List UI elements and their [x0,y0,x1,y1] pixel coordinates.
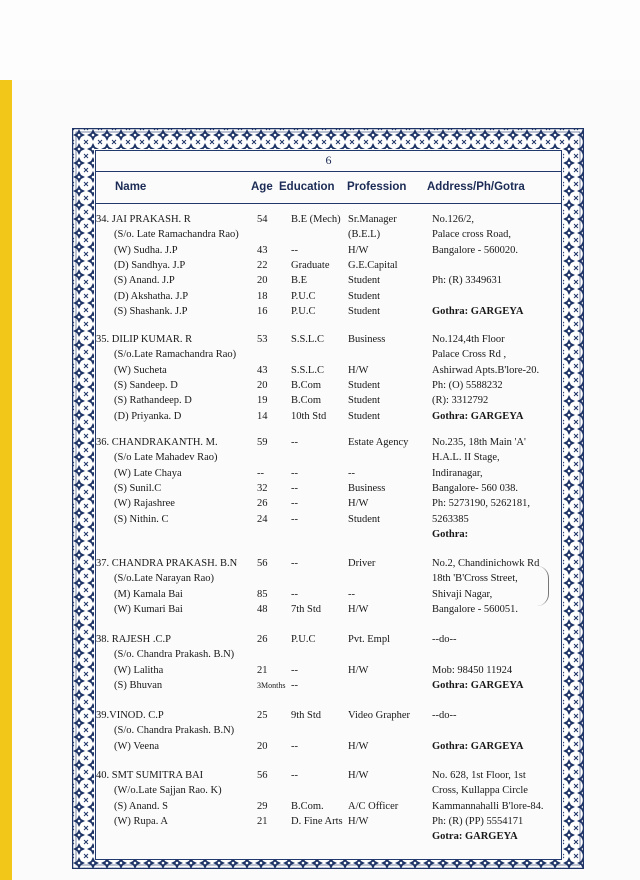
member-name: (W) Late Chaya [114,467,182,479]
member-education: -- [291,513,298,525]
address-line: No.124,4th Floor [432,334,505,345]
address-line: No. 628, 1st Floor, 1st [432,770,526,781]
member-profession: H/W [348,603,369,615]
scan-top-margin [0,0,640,80]
member-education: B.E [291,275,308,287]
member-education: B.Com [291,395,322,407]
address-line: Bangalore - 560051. [432,603,519,615]
member-age: 25 [257,710,268,721]
member-age: 59 [257,437,268,448]
member-profession: H/W [348,740,369,752]
address-line: Mob: 98450 11924 [432,664,513,676]
member-profession: -- [348,467,355,479]
address-line: 18th 'B'Cross Street, [432,573,518,585]
family-head-name: 35. DILIP KUMAR. R [96,334,193,345]
binding-edge [0,80,12,880]
member-education: P.U.C [291,305,316,317]
address-line: No.126/2, [432,214,474,225]
header-rule-top [95,171,562,172]
member-age: 26 [257,634,268,645]
member-name: (S) Nithin. C [114,513,169,525]
member-name: (D) Priyanka. D [114,410,182,422]
member-name: (W) Rajashree [114,498,175,510]
member-name: (S/o. Late Ramachandra Rao) [114,229,239,241]
member-age: 16 [257,305,268,317]
member-profession: Student [348,379,381,391]
gothra-label: Gotra: GARGEYA [432,831,518,843]
member-profession: G.E.Capital [348,259,398,271]
column-header-education: Education [279,181,335,193]
address-line: Indiranagar, [432,467,483,479]
family-head-name: 38. RAJESH .C.P [96,634,171,645]
address-line: Kammannahalli B'lore-84. [432,800,544,812]
member-name: (M) Kamala Bai [114,588,183,600]
member-education: B.Com [291,379,322,391]
address-line: H.A.L. II Stage, [432,452,500,464]
member-age: 26 [257,498,268,510]
member-age: 20 [257,275,268,287]
member-age: 18 [257,290,268,302]
column-header-profession: Profession [347,181,407,193]
family-head-name: 40. SMT SUMITRA BAI [96,770,204,781]
gothra-label: Gothra: [432,528,469,540]
member-age: 19 [257,395,268,407]
member-name: (S) Sandeep. D [114,379,178,391]
member-age: 43 [257,364,268,376]
member-name: (D) Sandhya. J.P [114,259,186,271]
address-line: Bangalore - 560020. [432,244,519,256]
member-age: 14 [257,410,268,422]
address-line: Ashirwad Apts.B'lore-20. [432,364,540,376]
member-profession: H/W [348,364,369,376]
member-profession: (B.E.L) [348,229,381,241]
member-profession: H/W [348,498,369,510]
family-head-name: 36. CHANDRAKANTH. M. [96,437,218,448]
address-line: --do-- [432,710,457,721]
member-education: -- [291,664,298,676]
member-profession: Student [348,410,381,422]
address-line: Ph: (O) 5588232 [432,379,503,391]
address-line: 5263385 [432,513,469,525]
member-name: (S/o.Late Ramachandra Rao) [114,349,237,361]
scan-pen-mark [536,566,549,606]
member-profession: Video Grapher [348,710,411,721]
column-header-age: Age [251,181,273,193]
member-education: 9th Std [291,710,322,721]
member-profession: Student [348,513,381,525]
member-education: -- [291,498,298,510]
member-profession: Pvt. Empl [348,634,391,645]
member-education: P.U.C [291,634,316,645]
member-education: -- [291,558,298,569]
member-education: -- [291,740,298,752]
member-education: D. Fine Arts [291,815,343,827]
member-age: 20 [257,740,268,752]
member-age: 24 [257,513,268,525]
member-education: B.E (Mech) [291,214,341,225]
member-name: (S/o.Late Narayan Rao) [114,573,215,585]
address-line: No.2, Chandinichowk Rd [432,558,540,569]
member-education: -- [291,679,298,691]
member-name: (S/o. Chandra Prakash. B.N) [114,649,235,661]
member-education: S.S.L.C [291,334,324,345]
member-name: (W) Sucheta [114,364,167,376]
member-education: -- [291,437,298,448]
member-name: (W) Veena [114,740,159,752]
member-profession: H/W [348,770,369,781]
member-education: P.U.C [291,290,316,302]
member-profession: H/W [348,815,369,827]
family-head-name: 39.VINOD. C.P [96,710,164,721]
member-profession: Student [348,395,381,407]
member-education: -- [291,588,298,600]
member-profession: Business [348,334,386,345]
member-education: B.Com. [291,800,324,812]
member-education: Graduate [291,259,330,271]
member-age: 54 [257,214,268,225]
gothra-label: Gothra: GARGEYA [432,305,524,317]
address-line: Palace Cross Rd , [432,349,507,361]
address-line: (R): 3312792 [432,395,489,407]
member-profession: Business [348,482,386,494]
address-line: Ph: (R) 3349631 [432,275,503,287]
member-age: 48 [257,603,268,615]
member-profession: Driver [348,558,376,569]
member-profession: -- [348,588,355,600]
gothra-label: Gothra: GARGEYA [432,679,524,691]
address-line: Ph: (R) (PP) 5554171 [432,815,524,827]
address-line: Cross, Kullappa Circle [432,785,528,797]
member-name: (S) Bhuvan [114,679,163,691]
member-age: 56 [257,558,268,569]
address-line: --do-- [432,634,457,645]
member-profession: Student [348,290,381,302]
member-name: (S/o. Chandra Prakash. B.N) [114,725,235,737]
address-line: Bangalore- 560 038. [432,482,519,494]
member-name: (S) Anand. J.P [114,275,175,287]
column-header-name: Name [115,181,147,193]
member-age: 20 [257,379,268,391]
address-line: Palace cross Road, [432,229,512,241]
member-education: 7th Std [291,603,322,615]
member-profession: H/W [348,244,369,256]
page-number: 6 [325,153,332,167]
member-age: 29 [257,800,268,812]
member-age: 85 [257,588,268,600]
member-age: 43 [257,244,268,256]
member-name: (S) Shashank. J.P [114,305,188,317]
member-education: S.S.L.C [291,364,324,376]
member-age: 21 [257,815,268,827]
member-profession: Estate Agency [348,437,409,448]
member-age: 22 [257,259,268,271]
member-age: 3Months [257,680,286,690]
member-name: (W/o.Late Sajjan Rao. K) [114,785,222,797]
family-head-name: 34. JAI PRAKASH. R [96,214,191,225]
member-name: (S) Anand. S [114,800,168,812]
member-profession: Student [348,275,381,287]
member-name: (W) Rupa. A [114,815,168,827]
address-line: Shivaji Nagar, [432,588,493,600]
member-profession: A/C Officer [348,800,399,812]
member-education: -- [291,482,298,494]
member-profession: H/W [348,664,369,676]
member-name: (W) Lalitha [114,664,164,676]
member-age: 21 [257,664,268,676]
member-name: (S/o Late Mahadev Rao) [114,452,218,464]
gothra-label: Gothra: GARGEYA [432,740,524,752]
header-rule-bottom [95,203,562,204]
member-education: -- [291,244,298,256]
member-education: -- [291,770,298,781]
member-age: 32 [257,482,268,494]
member-profession: Sr.Manager [348,214,397,225]
column-header-address: Address/Ph/Gotra [427,181,525,193]
gothra-label: Gothra: GARGEYA [432,410,524,422]
member-education: -- [291,467,298,479]
member-name: (S) Rathandeep. D [114,395,192,407]
member-age: 53 [257,334,268,345]
member-age: -- [257,467,264,479]
member-name: (D) Akshatha. J.P [114,290,189,302]
member-name: (W) Sudha. J.P [114,244,178,256]
member-name: (S) Sunil.C [114,482,162,494]
member-age: 56 [257,770,268,781]
address-line: Ph: 5273190, 5262181, [432,498,531,510]
member-education: 10th Std [291,410,327,422]
member-profession: Student [348,305,381,317]
address-line: No.235, 18th Main 'A' [432,437,526,448]
family-head-name: 37. CHANDRA PRAKASH. B.N [96,558,238,569]
member-name: (W) Kumari Bai [114,603,183,615]
